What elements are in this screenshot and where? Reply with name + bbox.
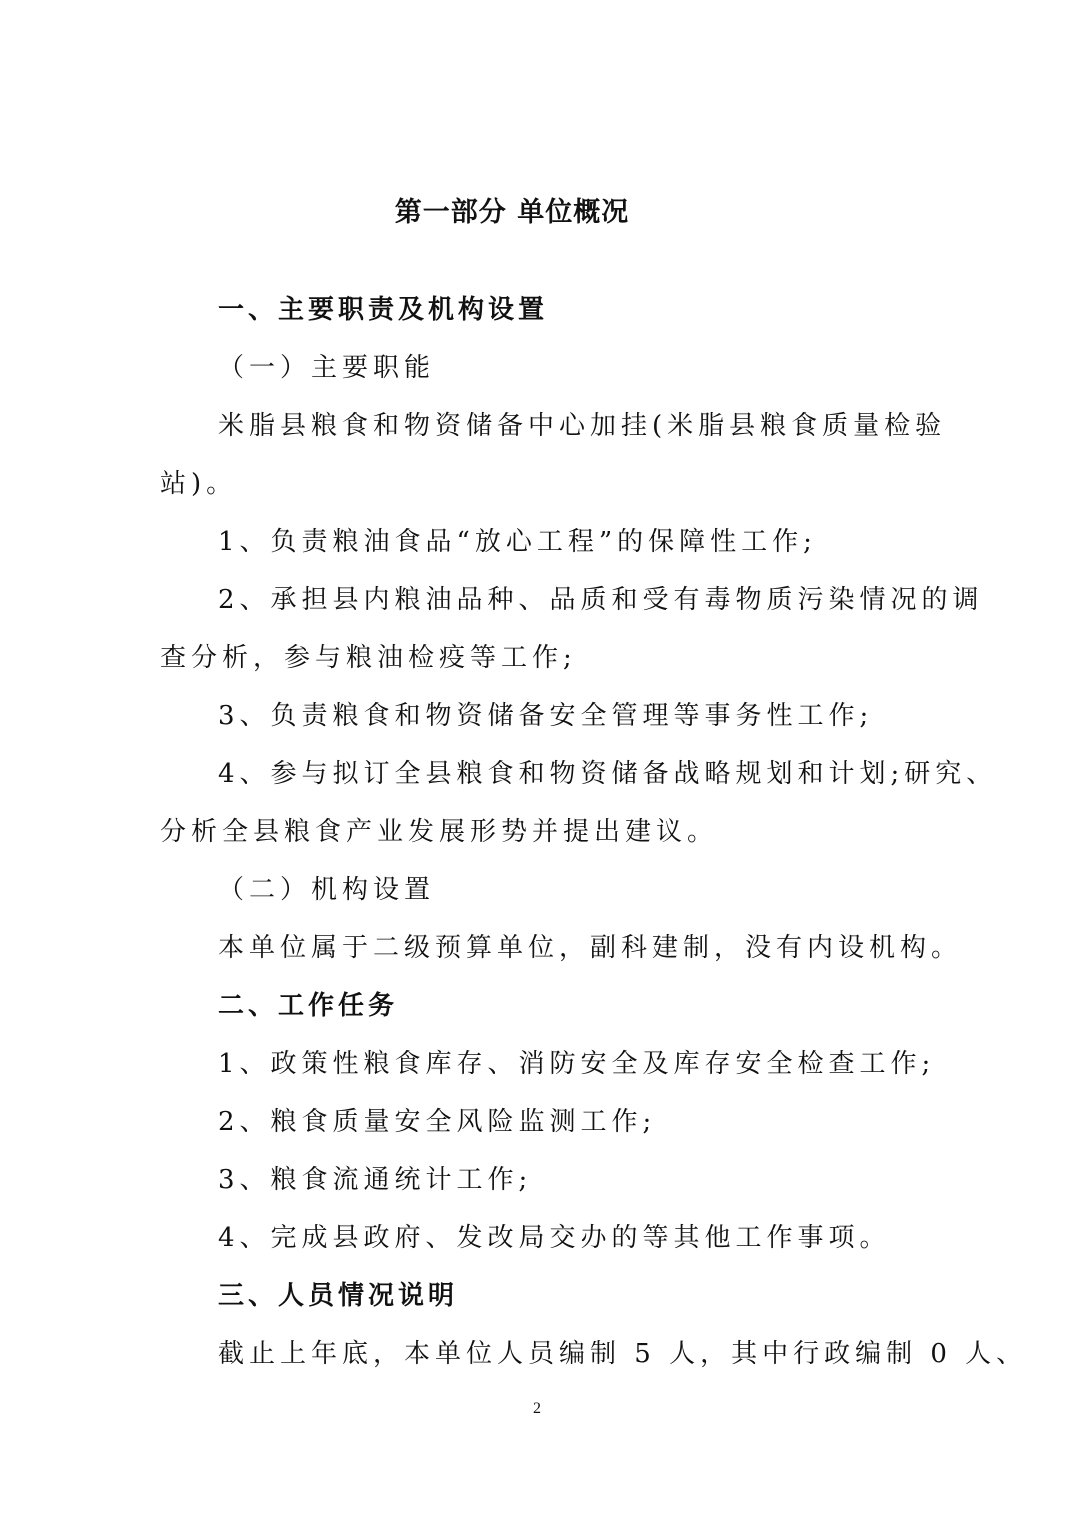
page-title: 第一部分 单位概况 [394, 197, 630, 228]
paragraph-line: 站)。 [160, 469, 238, 499]
section-heading-2: 二、工作任务 [218, 991, 399, 1021]
paragraph-line: 1、政策性粮食库存、消防安全及库存安全检查工作; [218, 1049, 936, 1079]
paragraph-line: 查分析，参与粮油检疫等工作; [160, 643, 577, 673]
page-number: 2 [533, 1400, 541, 1417]
subsection-heading-1: （一）主要职能 [218, 353, 436, 383]
paragraph-line: 2、承担县内粮油品种、品质和受有毒物质污染情况的调 [218, 585, 984, 615]
paragraph-line: 3、负责粮食和物资储备安全管理等事务性工作; [218, 701, 874, 731]
paragraph-line: 1、负责粮油食品“放心工程”的保障性工作; [218, 527, 817, 557]
section-heading-3: 三、人员情况说明 [218, 1281, 459, 1311]
subsection-heading-2: （二）机构设置 [218, 875, 436, 905]
paragraph-line: 截止上年底，本单位人员编制 5 人，其中行政编制 0 人、 [218, 1339, 1028, 1369]
paragraph-line: 3、粮食流通统计工作; [218, 1165, 533, 1195]
paragraph-line: 米脂县粮食和物资储备中心加挂(米脂县粮食质量检验 [218, 411, 947, 441]
paragraph-line: 分析全县粮食产业发展形势并提出建议。 [160, 817, 719, 847]
paragraph-line: 2、粮食质量安全风险监测工作; [218, 1107, 657, 1137]
paragraph-line: 本单位属于二级预算单位，副科建制，没有内设机构。 [218, 933, 963, 963]
paragraph-line: 4、完成县政府、发改局交办的等其他工作事项。 [218, 1223, 891, 1253]
section-heading-1: 一、主要职责及机构设置 [218, 295, 549, 325]
paragraph-line: 4、参与拟订全县粮食和物资储备战略规划和计划;研究、 [218, 759, 998, 789]
